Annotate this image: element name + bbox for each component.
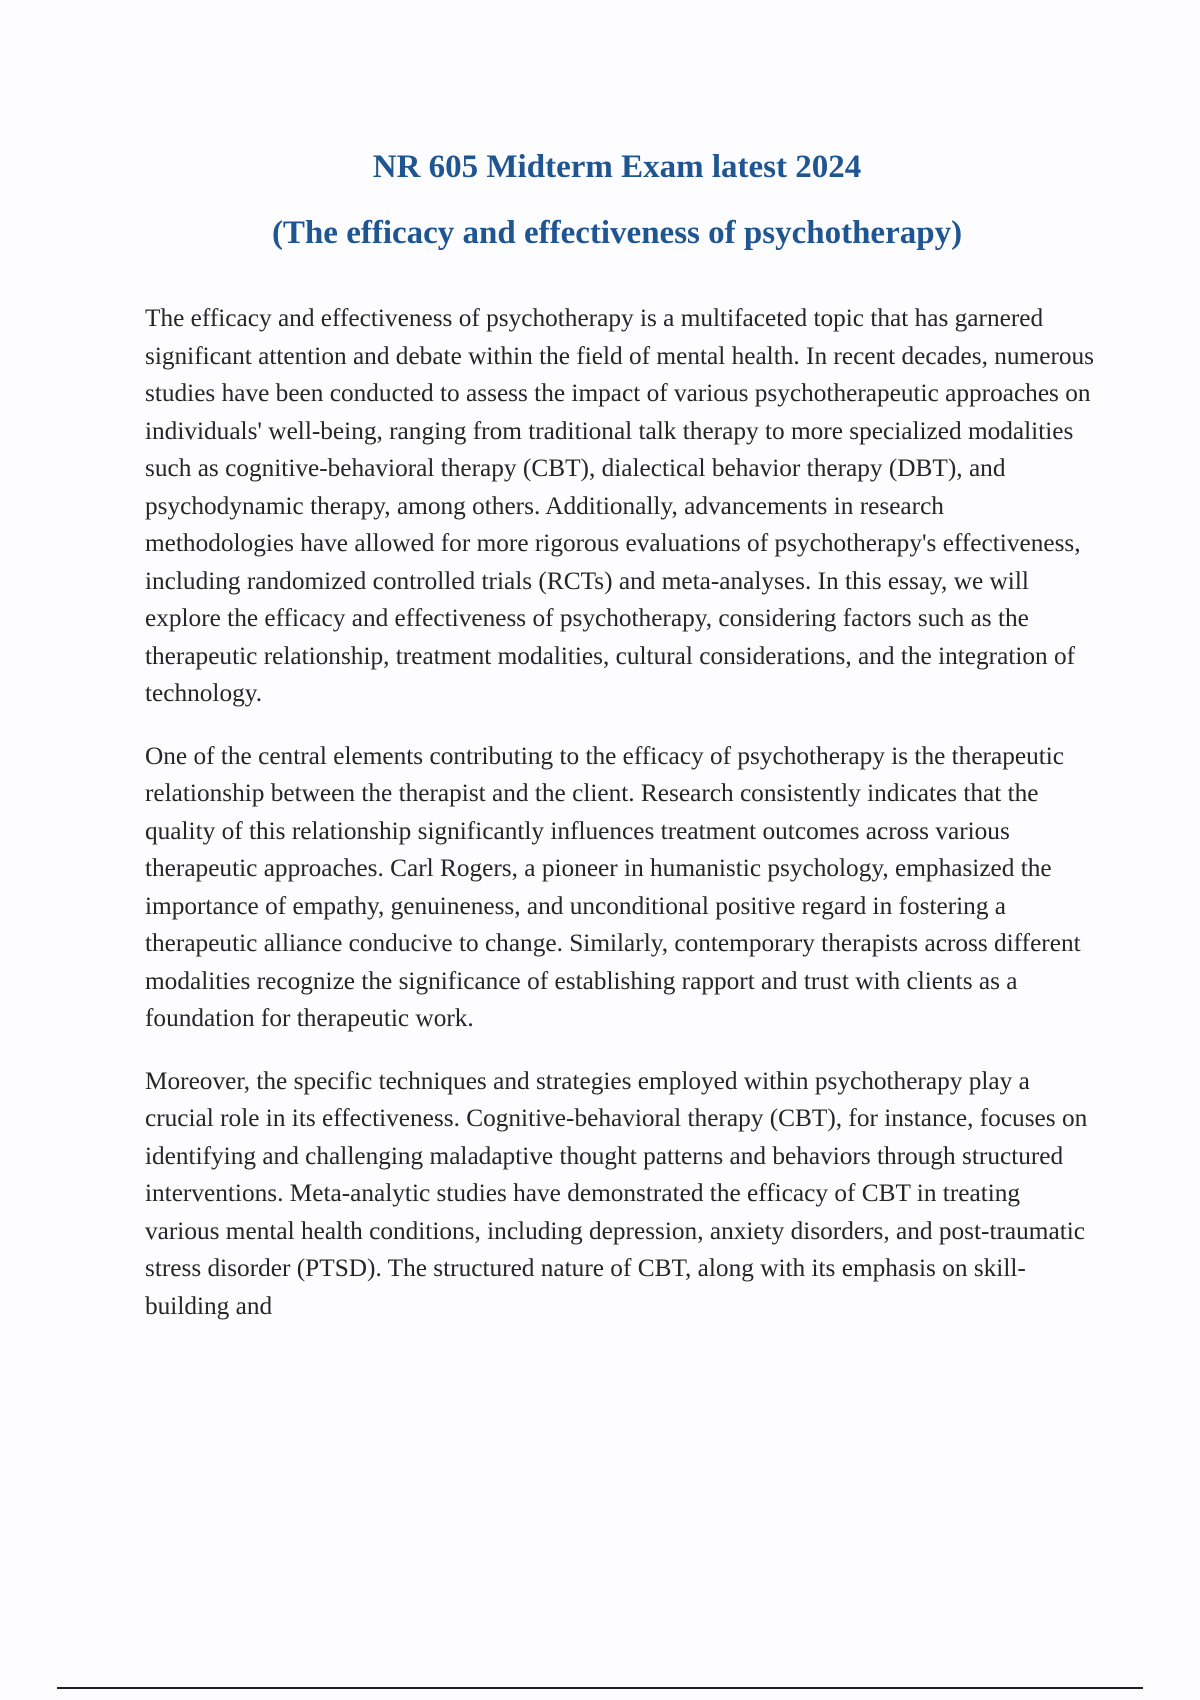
paragraph-intro: The efficacy and effectiveness of psychotherapy is a multifaceted topic that has garnered significant attention and debate within the field of mental health. In recent decades, numerous studies have been conducted to assess the impact of various psychotherapeutic approaches on individuals' well-being, ranging from traditional talk therapy to more specialized modalities such as cognitive-behavioral therapy (CBT), dialectical behavior therapy (DBT), and psychodynamic therapy, among others. Additionally, advancements in research methodologies have allowed for more rigorous evaluations of psychotherapy's effectiveness, including randomized controlled trials (RCTs) and meta-analyses. In this essay, we will explore the efficacy and effectiveness of psychotherapy, considering factors such as the therapeutic relationship, treatment modalities, cultural considerations, and the integration of technology. [145, 304, 1095, 707]
paragraph-techniques: Moreover, the specific techniques and strategies employed within psychotherapy play a crucial role in its effectiveness. Cognitive-behavioral therapy (CBT), for instance, focuses on identifying and challenging maladaptive thought patterns and behaviors through structured interventions. Meta-analytic studies have demonstrated the efficacy of CBT in treating various mental health conditions, including depression, anxiety disorders, and post-traumatic stress disorder (PTSD). The structured nature of CBT, along with its emphasis on skill-building and [145, 1066, 1088, 1320]
document-title: NR 605 Midterm Exam latest 2024 [372, 149, 862, 185]
page-bottom-rule [57, 1687, 1143, 1689]
document-subtitle: (The efficacy and effectiveness of psychotherapy) [271, 215, 963, 251]
paragraph-therapeutic-relationship: One of the central elements contributing to the efficacy of psychotherapy is the therapeutic relationship between the therapist and the client. Research consistently indicates that the quality of this relationship significantly influences treatment outcomes across various therapeutic approaches. Carl Rogers, a pioneer in humanistic psychology, emphasized the importance of empathy, genuineness, and unconditional positive regard in fostering a therapeutic alliance conducive to change. Similarly, contemporary therapists across different modalities recognize the significance of establishing rapport and trust with clients as a foundation for therapeutic work. [145, 741, 1081, 1032]
document-body [145, 300, 1095, 1350]
